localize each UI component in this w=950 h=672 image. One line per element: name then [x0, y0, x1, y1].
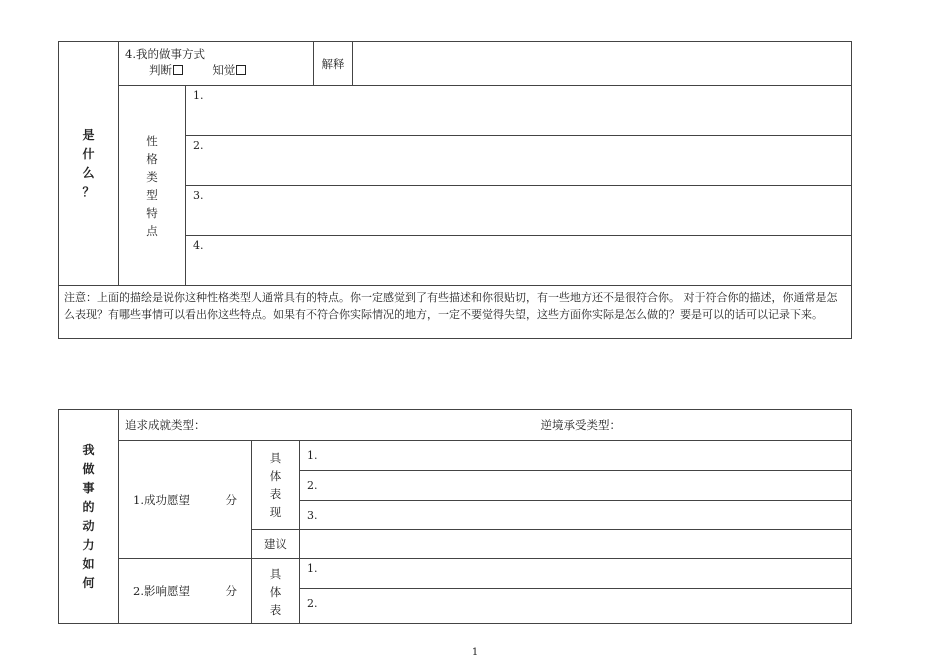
explain-label: 解释	[314, 42, 353, 86]
advice-label: 建议	[252, 530, 300, 559]
section1-table	[58, 41, 852, 339]
option-perceiving-label: 知觉	[212, 63, 236, 77]
influence-wish-unit: 分	[225, 584, 237, 598]
pursue-type-label: 追求成就类型：	[125, 418, 206, 432]
traits-label: 性 格 类 型 特 点	[119, 86, 186, 286]
adversity-type-label: 逆境承受类型：	[540, 418, 621, 432]
method-title: 4.我的做事方式	[125, 47, 205, 61]
specific2-item-1[interactable]: 1.	[300, 559, 851, 589]
trait-item-4[interactable]: 4.	[186, 236, 852, 286]
advice-field[interactable]	[300, 530, 852, 559]
specific1-item-1[interactable]: 1.	[300, 441, 852, 471]
influence-wish-label: 2.影响愿望	[133, 584, 190, 598]
type-header	[119, 410, 852, 441]
method-cell	[119, 42, 314, 86]
specific2-items	[300, 559, 852, 624]
specific2-item-2[interactable]: 2.	[307, 597, 318, 610]
success-wish-label: 1.成功愿望	[133, 492, 190, 507]
specific1-item-3[interactable]: 3.	[300, 501, 852, 530]
judging-checkbox[interactable]	[173, 65, 183, 75]
section2-side-title: 我 做 事 的 动 力 如 何	[59, 410, 119, 624]
trait-item-1[interactable]: 1.	[186, 86, 852, 136]
influence-wish-cell	[119, 559, 252, 624]
trait-item-2[interactable]: 2.	[186, 136, 852, 186]
success-wish-unit: 分	[225, 492, 237, 507]
specific-label-1: 具 体 表 现	[252, 441, 300, 530]
specific1-item-2[interactable]: 2.	[300, 471, 852, 501]
success-wish-cell	[119, 441, 252, 559]
page-number: 1	[471, 647, 479, 658]
explain-field[interactable]	[353, 42, 852, 86]
perceiving-checkbox[interactable]	[236, 65, 246, 75]
section2-table	[58, 409, 852, 624]
section1-side-title: 是 什 么 ？	[59, 42, 119, 286]
specific-label-2: 具 体 表	[252, 559, 300, 624]
note-text: 注意：上面的描绘是说你这种性格类型人通常具有的特点。你一定感觉到了有些描述和你很贴切，有一些地方还不是很符合你。 对于符合你的描述，你通常是怎么表现？有哪些事情可以看出你这些特点。如果有不符合你实际情况的地方，一定不要觉得失望，这些方面你实际是怎么做的？要是可以的话可以记录下来。	[59, 286, 852, 339]
trait-item-3[interactable]: 3.	[186, 186, 852, 236]
option-judging-label: 判断	[149, 63, 172, 77]
